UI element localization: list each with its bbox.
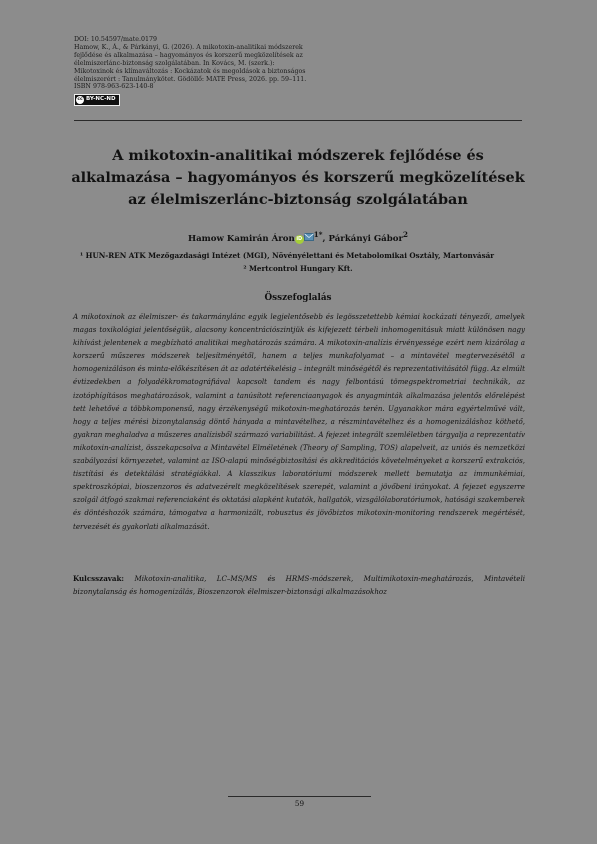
affiliation-2: ² Mertcontrol Hungary Kft. bbox=[243, 264, 353, 273]
author-name: Hamow Kamirán Áron bbox=[187, 233, 295, 244]
page-number: 59 bbox=[294, 799, 305, 808]
creative-commons-icon: cc bbox=[77, 97, 83, 103]
footer-divider bbox=[228, 796, 371, 797]
abstract-text: A mikotoxinok az élelmiszer- és takarmánylánc egyik legjelentősebb és legösszetettebb kémiai kockázati tényezői, amelyek magas toxikológiai jelentőségük, alacsony koncentrációszintjük és kifejezett térbeli inhomogenitásuk miatt különösen nagy kihívást jelentenek a megbízható analitikai meghatározás számára. A mikotoxin-analízis érvényessége ezért nem kizárólag a korszerű műszeres módszerek teljesítményétől, hanem a teljes munkafolyamat – a mintavétel megtervezésétől a homogenizáláson és minta-előkészítésen át az adatértékelésig – integrált minőségétől és reprezentativitásától függ. Az elmúlt évtizedekben a folyadékkromatográfiával kapcsolt tandem és nagy felbontású tömegspektrometriai technikák, az izotóphígításos meghatározások, valamint a tanúsított referenciaanyagok és anyagminták alkalmazása jelentős előrelépést tett lehetővé a többkomponensű, nagy érzékenységű mikotoxin-meghatározás terén. Ugyanakkor mára egyértelművé vált, hogy a teljes mérési bizonytalanság döntő hányada a mintavételhez, a részmintavételhez és a homogenizáláshoz köthető, gyakran meghaladva a műszeres analízisből származó variabilitást. A fejezet integrált szemléletben tárgyalja a reprezentatív mikotoxin-analízist, összekapcsolva a Mintavétel Elméletének (Theory of Sampling, TOS) alapelveit, az uniós és nemzetközi szabályozási környezetet, valamint az ISO-alapú minőségbiztosítási és akkreditációs követelményeket a korszerű extrakciós, tisztítási és detektálási stratégiákkal. A klasszikus laboratóriumi módszerek mellett bemutatja az immunkémiai, spektroszkópiai, bioszenzoros és adatvezérelt megközelítések szerepét, valamint a jövőbeni irányokat. A fejezet egyszerre szolgál átfogó szakmai referenciaként és oktatási alapként kutatók, hallgatók, vizsgálólaboratóriumok, hatósági szakemberek és döntéshozók számára, támogatva a harmonizált, robusztus és jövőbiztos mikotoxin-monitoring rendszerek megértését, tervezését és gyakorlati alkalmazását. bbox=[73, 312, 525, 531]
citation-line: fejlődése és alkalmazása – hagyományos és korszerű megközelítések az bbox=[74, 51, 303, 59]
keywords-label: Kulcsszavak: bbox=[73, 574, 125, 583]
keywords-text: Mikotoxin-analitika, LC–MS/MS és HRMS-módszerek, Multimikotoxin-meghatározás, Mintavételi bizonytalanság és homogenizálás, Bioszenzorok élelmiszer-biztonsági alkalmazásokhoz bbox=[73, 574, 525, 597]
citation-line: élelmiszerért : Tanulmánykötet. Gödöllő: MATE Press, 2026. pp. 59–111. bbox=[74, 75, 307, 83]
header-divider bbox=[74, 120, 522, 121]
keywords bbox=[73, 572, 525, 598]
citation-line: Mikotoxinok és klímaváltozás : Kockázatok és megoldások a biztonságos bbox=[74, 67, 306, 75]
citation-header bbox=[74, 36, 324, 106]
citation-line: élelmiszerlánc-biztonság szolgálatában. In Kovács, M. (szerk.): bbox=[74, 59, 275, 67]
email-icon[interactable] bbox=[304, 233, 314, 241]
author-affiliation-mark: 1* bbox=[313, 230, 323, 239]
author-affiliation-mark: 2 bbox=[403, 230, 409, 239]
license-label: BY-NC-ND bbox=[86, 96, 116, 103]
citation-line: Hamow, K., Á., & Párkányi, G. (2026). A mikotoxin-analitikai módszerek bbox=[74, 43, 303, 51]
author-line: Hamow Kamirán Áron iD $^{1*}$, Párkányi Gábor$^2$ bbox=[187, 230, 409, 244]
chapter-title: A mikotoxin-analitikai módszerek fejlődése és alkalmazása – hagyományos és korszerű megközelítések az élelmiszerlánc-biztonság szolgálatában bbox=[71, 147, 525, 208]
author-name: Párkányi Gábor bbox=[328, 233, 404, 244]
cc-license-badge[interactable] bbox=[74, 94, 120, 106]
abstract-heading: Összefoglalás bbox=[264, 293, 332, 303]
isbn-line: ISBN 978-963-623-140-8 bbox=[74, 83, 154, 91]
orcid-icon[interactable]: iD bbox=[296, 235, 303, 242]
doi-line: DOI: 10.54597/mate.0179 bbox=[74, 36, 157, 43]
affiliation-1: ¹ HUN-REN ATK Mezőgazdasági Intézet (MGI), Növényélettani és Metabolomikai Osztály, Martonvásár bbox=[80, 251, 495, 260]
